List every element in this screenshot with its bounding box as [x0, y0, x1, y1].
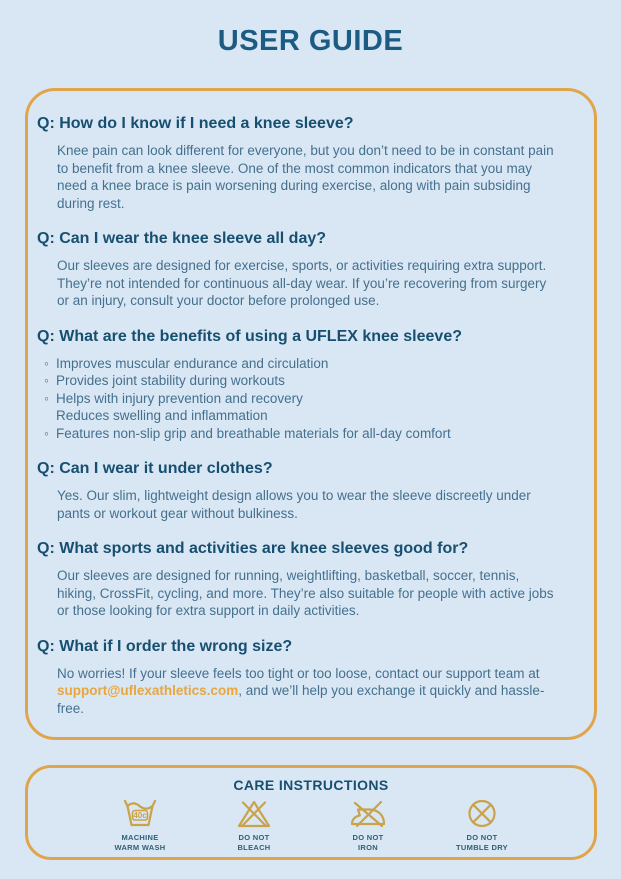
do-not-tumble-dry-icon — [465, 798, 499, 829]
benefit-item: ◦ Helps with injury prevention and recovery — [44, 390, 560, 408]
faq-question: Q: Can I wear it under clothes? — [37, 460, 273, 478]
care-item-machine-warm-wash — [83, 798, 197, 852]
do-not-bleach-icon — [236, 798, 272, 829]
svg-text:40c: 40c — [133, 811, 147, 820]
faq-item — [37, 230, 560, 310]
benefits-list — [44, 355, 560, 443]
faq-question: Q: What if I order the wrong size? — [37, 637, 293, 655]
care-icons-row — [28, 798, 594, 852]
page-title: USER GUIDE — [217, 25, 404, 57]
faq-box — [25, 88, 597, 740]
support-email-link[interactable]: support@uflexathletics.com — [57, 683, 239, 699]
faq-answer: Our sleeves are designed for running, weightlifting, basketball, soccer, tennis, hiking, CrossFit, cycling, and more. They’re also suitable for people with active jobs or those looking for extra support in daily activities. — [57, 568, 554, 619]
care-instructions-box — [25, 765, 597, 860]
faq-question: Q: Can I wear the knee sleeve all day? — [37, 230, 327, 247]
answer-text-after: , and we’ll help you exchange it quickly and hassle-free. — [57, 683, 545, 716]
benefit-item: ◦ Features non-slip grip and breathable materials for all-day comfort — [44, 425, 560, 443]
do-not-iron-icon — [349, 798, 387, 829]
benefit-item: Reduces swelling and inflammation — [56, 408, 268, 424]
machine-warm-wash-icon — [122, 798, 158, 829]
faq-item — [37, 460, 560, 522]
faq-item — [37, 328, 560, 443]
faq-item — [37, 540, 560, 620]
care-label: DO NOT TUMBLE DRY — [456, 833, 508, 852]
faq-answer: Knee pain can look different for everyone, but you don’t need to be in constant pain to benefit from a knee sleeve. One of the most common indicators that you may need a knee brace is pain worsening during exercise, along with pain subsiding during rest. — [57, 143, 554, 211]
care-item-do-not-iron — [311, 798, 425, 852]
care-item-do-not-bleach — [197, 798, 311, 852]
faq-item — [37, 638, 560, 718]
care-item-do-not-tumble-dry — [425, 798, 539, 852]
care-title: CARE INSTRUCTIONS — [233, 777, 389, 793]
faq-question: Q: What sports and activities are knee sleeves good for? — [37, 540, 469, 558]
care-label: DO NOT BLEACH — [237, 833, 271, 852]
answer-text-before: No worries! If your sleeve feels too tight or too loose, contact our support team at — [57, 665, 540, 681]
faq-answer: Our sleeves are designed for exercise, sports, or activities requiring extra support. They’re not intended for continuous all-day wear. If you’re recovering from surgery or an injury, consult your doctor before prolonged use. — [57, 258, 547, 308]
benefit-item: ◦ Improves muscular endurance and circulation — [44, 355, 560, 373]
faq-item — [37, 115, 560, 212]
faq-question: Q: What are the benefits of using a UFLEX knee sleeve? — [37, 327, 462, 345]
care-label: DO NOT IRON — [352, 833, 384, 852]
faq-answer: Yes. Our slim, lightweight design allows you to wear the sleeve discreetly under pants or workout gear without bulkiness. — [57, 488, 531, 521]
care-label: MACHINE WARM WASH — [114, 833, 166, 852]
faq-answer — [57, 665, 560, 718]
faq-question: Q: How do I know if I need a knee sleeve? — [37, 115, 354, 132]
benefit-item: ◦ Provides joint stability during workouts — [44, 372, 560, 390]
